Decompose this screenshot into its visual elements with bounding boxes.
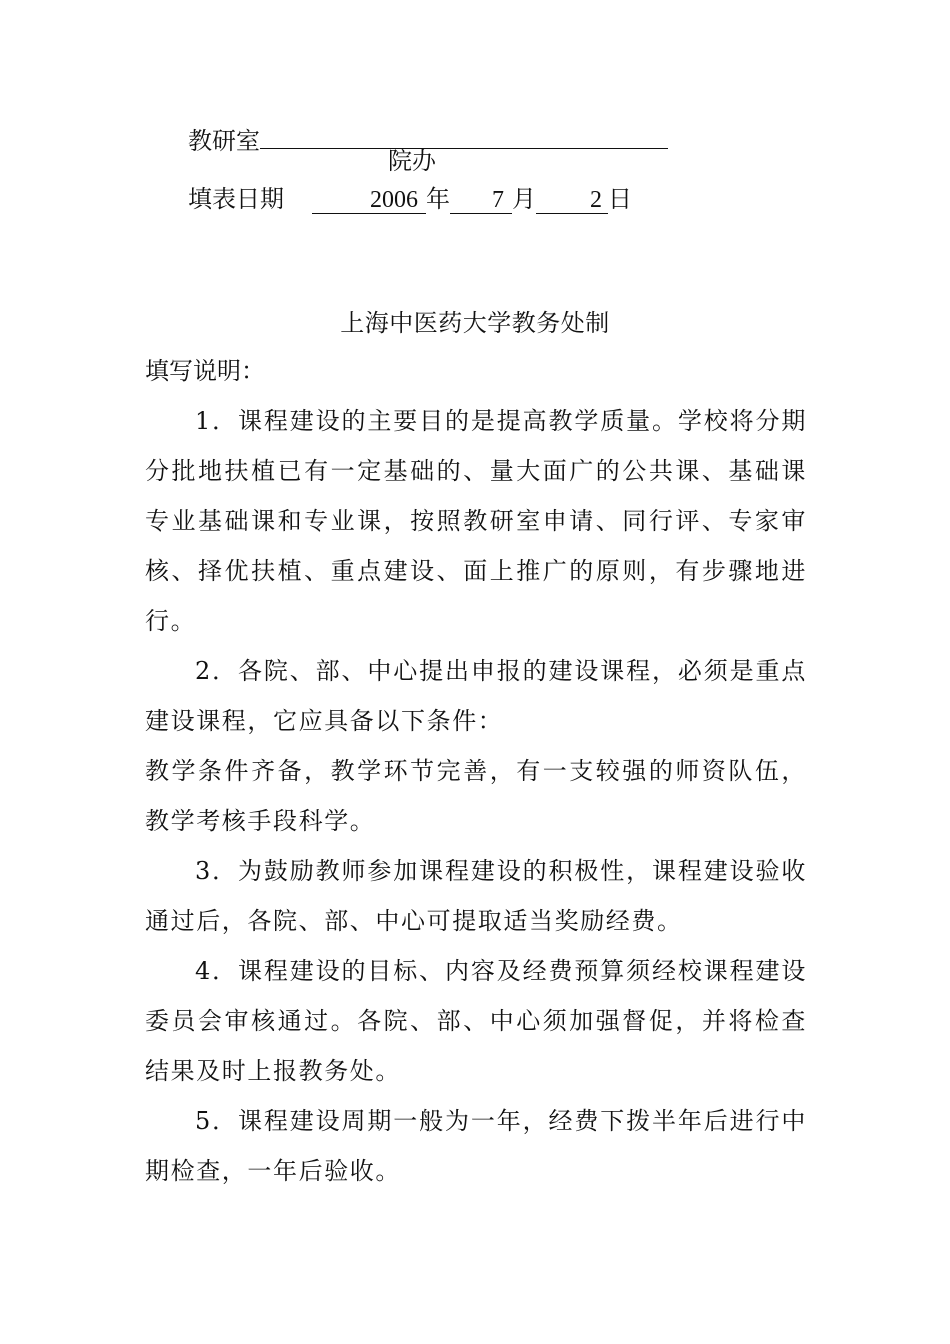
department-value: 院办 [388, 147, 436, 175]
month-field [450, 187, 512, 214]
month-value: 7 [492, 187, 504, 213]
issuer-title: 上海中医药大学教务处制 [340, 309, 610, 337]
department-row [188, 126, 668, 175]
instruction-item-2-conditions: 教学条件齐备，教学环节完善，有一支较强的师资队伍，教学考核手段科学。 [145, 757, 807, 835]
day-value: 2 [590, 187, 602, 213]
day-field [536, 187, 608, 214]
day-unit: 日 [608, 185, 632, 213]
month-unit: 月 [512, 185, 536, 213]
year-value: 2006 [370, 187, 418, 213]
year-unit: 年 [426, 185, 450, 213]
department-field [260, 147, 668, 175]
department-label: 教研室 [188, 127, 260, 155]
instruction-item-1: 1．课程建设的主要目的是提高教学质量。学校将分期分批地扶植已有一定基础的、量大面广的公共课、基础课专业基础课和专业课，按照教研室申请、同行评、专家审核、择优扶植、重点建设、面上推广的原则，有步骤地进行。 [145, 407, 807, 635]
date-row [188, 184, 632, 214]
year-field [312, 187, 426, 214]
instruction-item-2: 2．各院、部、中心提出申报的建设课程，必须是重点建设课程，它应具备以下条件： [145, 657, 807, 735]
instruction-item-3: 3．为鼓励教师参加课程建设的积极性，课程建设验收通过后，各院、部、中心可提取适当奖励经费。 [145, 857, 807, 935]
instruction-item-4: 4．课程建设的目标、内容及经费预算须经校课程建设委员会审核通过。各院、部、中心须加强督促，并将检查结果及时上报教务处。 [145, 957, 807, 1085]
instruction-item-5: 5．课程建设周期一般为一年，经费下拨半年后进行中期检查，一年后验收。 [145, 1107, 807, 1185]
instructions-heading: 填写说明： [145, 357, 265, 385]
date-label: 填表日期 [188, 185, 284, 213]
